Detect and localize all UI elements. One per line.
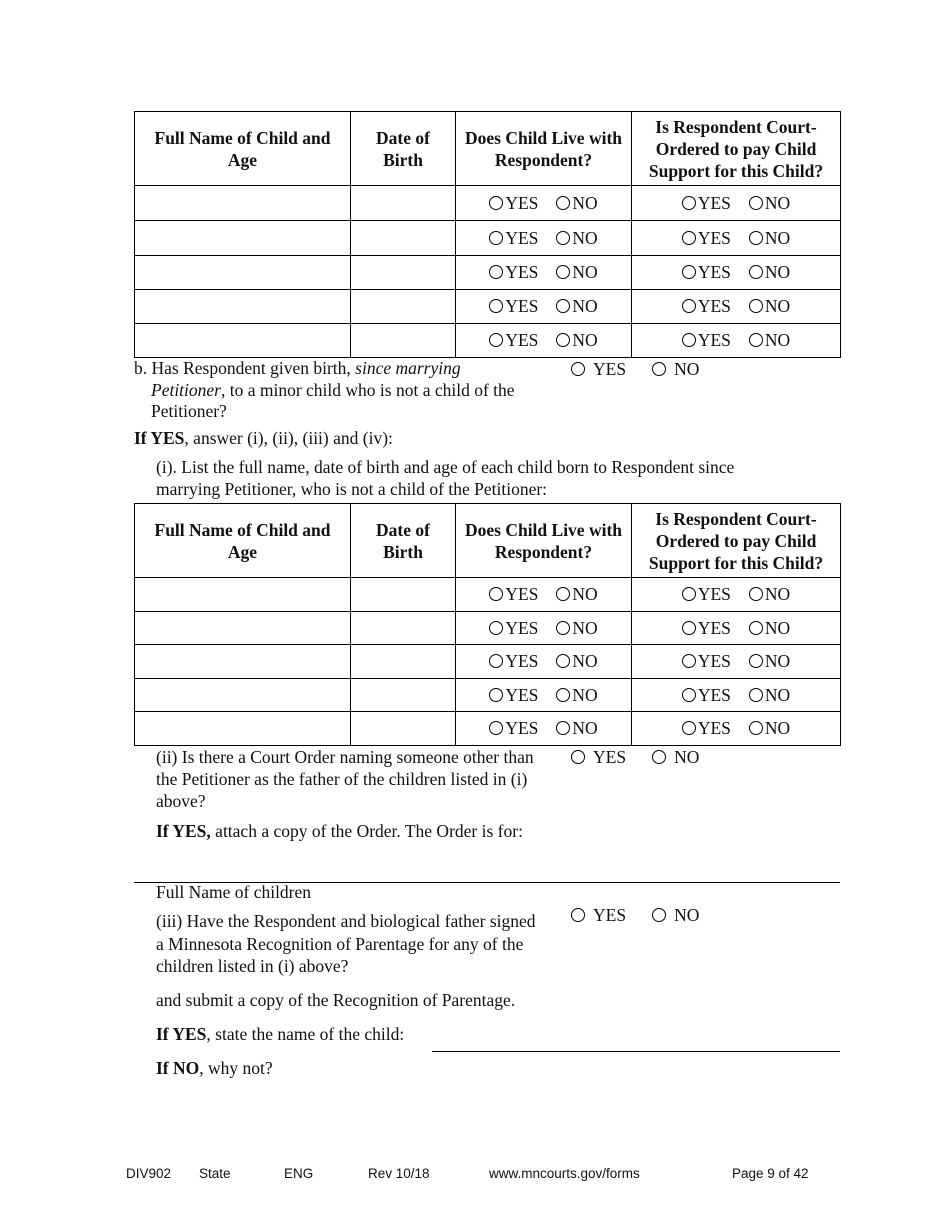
date-of-birth-cell[interactable] (351, 645, 456, 679)
table-row (135, 578, 841, 612)
no-label: NO (674, 905, 700, 925)
no-label: NO (572, 584, 598, 604)
children-table-1 (134, 111, 841, 358)
question-b (134, 358, 554, 423)
court-ordered-support-cell (632, 324, 841, 358)
radio-circle-icon[interactable] (682, 196, 696, 210)
radio-circle-icon[interactable] (571, 750, 585, 764)
footer-language: ENG (284, 1166, 314, 1181)
radio-circle-icon[interactable] (652, 908, 666, 922)
if-yes-answer (134, 428, 393, 449)
date-of-birth-cell[interactable] (351, 186, 456, 221)
no-label: NO (764, 718, 791, 738)
radio-circle-icon[interactable] (556, 196, 570, 210)
lives-with-yes-option[interactable] (489, 296, 538, 317)
if-yes-answer-bold: If YES (134, 428, 185, 448)
yes-label: YES (697, 192, 731, 213)
yes-label: YES (697, 617, 731, 638)
header-lives-with-respondent: Does Child Live with Respondent? (456, 112, 632, 186)
lives-with-respondent-cell (456, 290, 632, 324)
question-b-prefix: b. Has Respondent given birth, (134, 358, 356, 378)
item-ii-radios (571, 747, 699, 768)
radio-circle-icon[interactable] (489, 721, 503, 735)
court-ordered-support-cell (632, 645, 841, 679)
item-ii-line3: above? (156, 791, 206, 811)
no-label: NO (674, 359, 700, 379)
child-name-input-line[interactable] (432, 1051, 840, 1052)
radio-circle-icon[interactable] (571, 908, 585, 922)
support-ordered-yes-option[interactable] (682, 296, 731, 317)
header-court-ordered-support: Is Respondent Court-Ordered to pay Child Support for this Child? (632, 504, 841, 578)
if-yes-attach-rest: attach a copy of the Order. The Order is for: (210, 821, 523, 841)
yes-label: YES (505, 718, 539, 738)
lives-with-respondent-cell (456, 712, 632, 746)
if-yes-child (156, 1024, 404, 1045)
support-ordered-yes-option[interactable] (682, 685, 731, 706)
radio-circle-icon[interactable] (749, 587, 763, 601)
court-ordered-support-cell (632, 290, 841, 324)
radio-circle-icon[interactable] (749, 265, 763, 279)
no-label: NO (764, 262, 791, 282)
table-row (135, 645, 841, 679)
radio-circle-icon[interactable] (682, 333, 696, 347)
radio-circle-icon[interactable] (749, 299, 763, 313)
radio-circle-icon[interactable] (489, 265, 503, 279)
yes-label: YES (505, 584, 539, 604)
header-court-ordered-support: Is Respondent Court-Ordered to pay Child Support for this Child? (632, 112, 841, 186)
yes-label: YES (505, 296, 539, 316)
radio-circle-icon[interactable] (749, 721, 763, 735)
question-b-radios (571, 359, 699, 380)
footer-jurisdiction: State (199, 1166, 231, 1181)
item-ii-yes-option[interactable] (571, 747, 626, 768)
court-ordered-support-cell (632, 221, 841, 256)
submit-copy-text: and submit a copy of the Recognition of Parentage. (156, 990, 516, 1010)
support-ordered-yes-option[interactable] (682, 193, 731, 214)
date-of-birth-cell[interactable] (351, 712, 456, 746)
footer-form-id: DIV902 (126, 1166, 172, 1181)
lives-with-yes-option[interactable] (489, 262, 538, 283)
full-name-children-label: Full Name of children (156, 882, 312, 902)
lives-with-no-option[interactable] (556, 651, 597, 672)
question-b-italic2: Petitioner (151, 379, 221, 400)
support-ordered-no-option[interactable] (749, 618, 790, 639)
no-label: NO (572, 651, 598, 671)
support-ordered-no-option[interactable] (749, 262, 790, 283)
item-iii-no-option[interactable] (652, 905, 699, 926)
item-iii-line3: children listed in (i) above? (156, 956, 349, 976)
question-b-line3: Petitioner? (151, 401, 227, 421)
radio-circle-icon[interactable] (682, 231, 696, 245)
no-label: NO (572, 684, 598, 705)
yes-label: YES (505, 651, 539, 671)
support-ordered-no-option[interactable] (749, 228, 790, 249)
date-of-birth-cell[interactable] (351, 578, 456, 612)
child-name-cell[interactable] (135, 324, 351, 358)
if-yes-attach (156, 821, 523, 842)
radio-circle-icon[interactable] (556, 231, 570, 245)
lives-with-no-option[interactable] (556, 584, 597, 605)
radio-circle-icon[interactable] (489, 231, 503, 245)
support-ordered-no-option[interactable] (749, 651, 790, 672)
yes-label: YES (593, 905, 627, 925)
no-label: NO (764, 192, 791, 213)
date-of-birth-cell[interactable] (351, 679, 456, 712)
yes-label: YES (505, 262, 539, 282)
yes-label: YES (593, 747, 627, 767)
radio-circle-icon[interactable] (489, 299, 503, 313)
yes-label: YES (697, 584, 731, 604)
radio-circle-icon[interactable] (556, 333, 570, 347)
yes-label: YES (697, 684, 731, 705)
lives-with-respondent-cell (456, 679, 632, 712)
table-row (135, 324, 841, 358)
support-ordered-yes-option[interactable] (682, 584, 731, 605)
header-date-of-birth: Date of Birth (351, 112, 456, 186)
if-no (156, 1058, 273, 1079)
item-ii-no-option[interactable] (652, 747, 699, 768)
court-ordered-support-cell (632, 256, 841, 290)
date-of-birth-cell[interactable] (351, 290, 456, 324)
radio-circle-icon[interactable] (682, 621, 696, 635)
lives-with-respondent-cell (456, 221, 632, 256)
footer-revision: Rev 10/18 (368, 1166, 430, 1181)
court-ordered-support-cell (632, 679, 841, 712)
item-iii-radios (571, 905, 699, 926)
lives-with-no-option[interactable] (556, 193, 597, 214)
radio-circle-icon[interactable] (749, 231, 763, 245)
lives-with-yes-option[interactable] (489, 685, 538, 706)
radio-circle-icon[interactable] (489, 621, 503, 635)
child-name-cell[interactable] (135, 612, 351, 645)
support-ordered-no-option[interactable] (749, 685, 790, 706)
yes-label: YES (505, 192, 539, 213)
if-yes-child-bold: If YES (156, 1024, 207, 1044)
radio-circle-icon[interactable] (556, 621, 570, 635)
yes-label: YES (697, 330, 731, 350)
no-label: NO (572, 192, 598, 213)
radio-circle-icon[interactable] (682, 721, 696, 735)
no-label: NO (764, 617, 791, 638)
radio-circle-icon[interactable] (556, 265, 570, 279)
item-ii-text (156, 746, 534, 812)
date-of-birth-cell[interactable] (351, 612, 456, 645)
date-of-birth-cell[interactable] (351, 324, 456, 358)
item-ii-line2: the Petitioner as the father of the children listed in (i) (156, 769, 528, 789)
if-yes-answer-rest: , answer (i), (ii), (iii) and (iv): (184, 428, 393, 448)
no-label: NO (764, 684, 791, 705)
lives-with-respondent-cell (456, 645, 632, 679)
radio-circle-icon[interactable] (682, 265, 696, 279)
yes-label: YES (697, 227, 731, 248)
radio-circle-icon[interactable] (749, 196, 763, 210)
lives-with-no-option[interactable] (556, 330, 597, 351)
child-name-cell[interactable] (135, 290, 351, 324)
yes-label: YES (697, 296, 731, 316)
child-name-cell[interactable] (135, 221, 351, 256)
no-label: NO (764, 330, 791, 350)
radio-circle-icon[interactable] (682, 688, 696, 702)
if-no-bold: If NO (156, 1058, 200, 1078)
yes-label: YES (697, 651, 731, 671)
court-ordered-support-cell (632, 578, 841, 612)
yes-label: YES (505, 330, 539, 350)
header-full-name: Full Name of Child and Age (135, 504, 351, 578)
support-ordered-yes-option[interactable] (682, 651, 731, 672)
no-label: NO (674, 747, 700, 767)
radio-circle-icon[interactable] (489, 587, 503, 601)
child-name-cell[interactable] (135, 712, 351, 746)
yes-label: YES (505, 227, 539, 248)
date-of-birth-cell[interactable] (351, 256, 456, 290)
lives-with-no-option[interactable] (556, 228, 597, 249)
support-ordered-yes-option[interactable] (682, 262, 731, 283)
court-ordered-support-cell (632, 186, 841, 221)
radio-circle-icon[interactable] (749, 621, 763, 635)
lives-with-no-option[interactable] (556, 296, 597, 317)
lives-with-yes-option[interactable] (489, 193, 538, 214)
radio-circle-icon[interactable] (682, 654, 696, 668)
item-i-line1: (i). List the full name, date of birth and age of each child born to Respondent since (156, 457, 735, 477)
children-table-2 (134, 503, 841, 746)
item-iii-text (156, 910, 536, 978)
lives-with-respondent-cell (456, 256, 632, 290)
support-ordered-no-option[interactable] (749, 296, 790, 317)
item-ii-line1: (ii) Is there a Court Order naming someone other than (156, 747, 534, 767)
yes-label: YES (697, 718, 731, 738)
radio-circle-icon[interactable] (749, 654, 763, 668)
radio-circle-icon[interactable] (556, 721, 570, 735)
header-date-of-birth: Date of Birth (351, 504, 456, 578)
table-row (135, 186, 841, 221)
radio-circle-icon[interactable] (489, 196, 503, 210)
radio-circle-icon[interactable] (749, 688, 763, 702)
lives-with-respondent-cell (456, 324, 632, 358)
yes-label: YES (505, 684, 539, 705)
table-row (135, 290, 841, 324)
question-b-no-option[interactable] (652, 359, 699, 380)
lives-with-yes-option[interactable] (489, 718, 538, 739)
table-row (135, 712, 841, 746)
no-label: NO (764, 584, 791, 604)
question-b-italic1: since marrying (355, 358, 461, 378)
radio-circle-icon[interactable] (652, 750, 666, 764)
lives-with-respondent-cell (456, 612, 632, 645)
lives-with-no-option[interactable] (556, 618, 597, 639)
radio-circle-icon[interactable] (489, 688, 503, 702)
header-full-name: Full Name of Child and Age (135, 112, 351, 186)
if-yes-attach-bold: If YES, (156, 821, 211, 841)
child-name-cell[interactable] (135, 186, 351, 221)
lives-with-yes-option[interactable] (489, 651, 538, 672)
no-label: NO (572, 296, 598, 316)
item-i-text (156, 456, 734, 500)
no-label: NO (572, 227, 598, 248)
support-ordered-yes-option[interactable] (682, 718, 731, 739)
no-label: NO (764, 227, 791, 248)
yes-label: YES (593, 359, 627, 379)
support-ordered-yes-option[interactable] (682, 618, 731, 639)
radio-circle-icon[interactable] (682, 299, 696, 313)
radio-circle-icon[interactable] (749, 333, 763, 347)
table-row (135, 221, 841, 256)
lives-with-no-option[interactable] (556, 685, 597, 706)
question-b-suffix: , to a minor child who is not a child of the (220, 379, 515, 400)
radio-circle-icon[interactable] (556, 299, 570, 313)
lives-with-no-option[interactable] (556, 262, 597, 283)
yes-label: YES (697, 262, 731, 282)
radio-circle-icon[interactable] (682, 587, 696, 601)
item-iii-line1: (iii) Have the Respondent and biological father signed (156, 911, 536, 931)
lives-with-yes-option[interactable] (489, 330, 538, 351)
radio-circle-icon[interactable] (556, 688, 570, 702)
court-ordered-support-cell (632, 712, 841, 746)
radio-circle-icon[interactable] (489, 654, 503, 668)
support-ordered-no-option[interactable] (749, 718, 790, 739)
support-ordered-yes-option[interactable] (682, 330, 731, 351)
support-ordered-no-option[interactable] (749, 584, 790, 605)
item-i-line2: marrying Petitioner, who is not a child of the Petitioner: (156, 479, 548, 499)
table-row (135, 256, 841, 290)
header-lives-with-respondent: Does Child Live with Respondent? (456, 504, 632, 578)
table-1-body (135, 186, 841, 358)
child-name-cell[interactable] (135, 256, 351, 290)
child-name-cell[interactable] (135, 578, 351, 612)
support-ordered-no-option[interactable] (749, 193, 790, 214)
radio-circle-icon[interactable] (571, 362, 585, 376)
item-iii-yes-option[interactable] (571, 905, 626, 926)
no-label: NO (764, 651, 791, 671)
radio-circle-icon[interactable] (556, 587, 570, 601)
footer-website[interactable]: www.mncourts.gov/forms (489, 1166, 640, 1181)
item-iii-line2: a Minnesota Recognition of Parentage for any of the (156, 933, 524, 954)
no-label: NO (572, 330, 598, 350)
lives-with-yes-option[interactable] (489, 618, 538, 639)
table-row (135, 612, 841, 645)
radio-circle-icon[interactable] (556, 654, 570, 668)
no-label: NO (572, 617, 598, 638)
table-2-body (135, 578, 841, 746)
table-row (135, 679, 841, 712)
court-ordered-support-cell (632, 612, 841, 645)
child-name-cell[interactable] (135, 679, 351, 712)
support-ordered-no-option[interactable] (749, 330, 790, 351)
if-no-rest: , why not? (199, 1058, 273, 1078)
child-name-cell[interactable] (135, 645, 351, 679)
no-label: NO (572, 262, 598, 282)
radio-circle-icon[interactable] (652, 362, 666, 376)
lives-with-no-option[interactable] (556, 718, 597, 739)
lives-with-yes-option[interactable] (489, 584, 538, 605)
footer-page-number: Page 9 of 42 (732, 1166, 809, 1181)
date-of-birth-cell[interactable] (351, 221, 456, 256)
lives-with-yes-option[interactable] (489, 228, 538, 249)
support-ordered-yes-option[interactable] (682, 228, 731, 249)
no-label: NO (572, 718, 598, 738)
lives-with-respondent-cell (456, 186, 632, 221)
if-yes-child-rest: , state the name of the child: (206, 1024, 405, 1044)
question-b-yes-option[interactable] (571, 359, 626, 380)
lives-with-respondent-cell (456, 578, 632, 612)
no-label: NO (764, 296, 791, 316)
radio-circle-icon[interactable] (489, 333, 503, 347)
yes-label: YES (505, 617, 539, 638)
